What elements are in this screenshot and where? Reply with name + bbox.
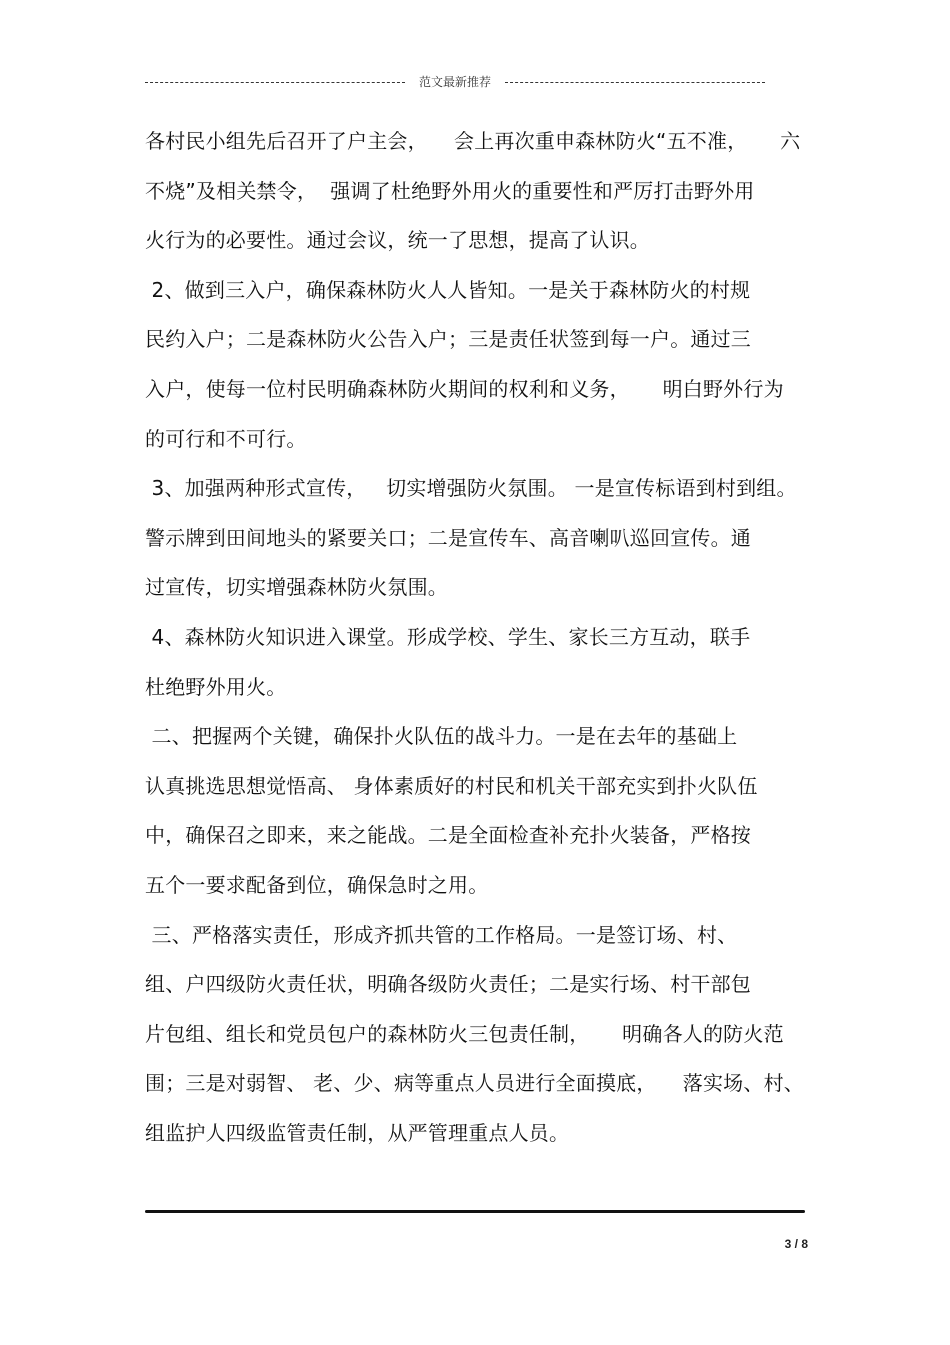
text-line: 组、户四级防火责任状，明确各级防火责任；二是实行场、村干部包	[145, 972, 751, 997]
header-dashed-rule-right	[505, 82, 765, 83]
text-line: 过宣传，切实增强森林防火氛围。	[145, 575, 448, 600]
text-line: 三、严格落实责任，形成齐抓共管的工作格局。一是签订场、村、	[145, 922, 738, 947]
text-line: 的可行和不可行。	[145, 426, 307, 451]
text-line: 警示牌到田间地头的紧要关口；二是宣传车、高音喇叭巡回宣传。通	[145, 525, 751, 550]
page-number: 3 / 8	[784, 1237, 808, 1251]
header-dashed-rule-left	[145, 82, 405, 83]
text-line: 各村民小组先后召开了户主会， 会上再次重申森林防火“五不准， 六	[145, 129, 801, 153]
text-line: 二、把握两个关键，确保扑火队伍的战斗力。一是在去年的基础上	[145, 724, 738, 749]
text-line: 杜绝野外用火。	[145, 674, 287, 699]
text-line: 围；三是对弱智、 老、少、病等重点人员进行全面摸底， 落实场、村、	[145, 1071, 804, 1096]
text-line: 入户，使每一位村民明确森林防火期间的权利和义务， 明白野外行为	[145, 376, 784, 401]
text-line: 五个一要求配备到位，确保急时之用。	[145, 872, 489, 897]
text-line: 不烧”及相关禁令， 强调了杜绝野外用火的重要性和严厉打击野外用	[145, 178, 755, 203]
text-line: 3、加强两种形式宣传， 切实增强防火氛围。 一是宣传标语到村到组。	[145, 476, 797, 501]
text-line: 片包组、组长和党员包户的森林防火三包责任制， 明确各人的防火范	[145, 1021, 784, 1046]
text-line: 认真挑选思想觉悟高、 身体素质好的村民和机关干部充实到扑火队伍	[145, 773, 758, 798]
page-header	[145, 72, 765, 92]
text-line: 4、森林防火知识进入课堂。形成学校、学生、家长三方互动，联手	[145, 624, 751, 649]
text-line: 2、做到三入户，确保森林防火人人皆知。一是关于森林防火的村规	[145, 277, 751, 302]
text-line: 组监护人四级监管责任制，从严管理重点人员。	[145, 1120, 570, 1145]
document-body	[145, 121, 810, 1162]
text-line: 火行为的必要性。通过会议，统一了思想，提高了认识。	[145, 228, 650, 253]
footer-rule	[145, 1210, 805, 1213]
text-line: 民约入户；二是森林防火公告入户；三是责任状签到每一户。通过三	[145, 327, 751, 352]
header-title: 范文最新推荐	[419, 75, 492, 89]
text-line: 中，确保召之即来，来之能战。二是全面检查补充扑火装备，严格按	[145, 823, 751, 848]
